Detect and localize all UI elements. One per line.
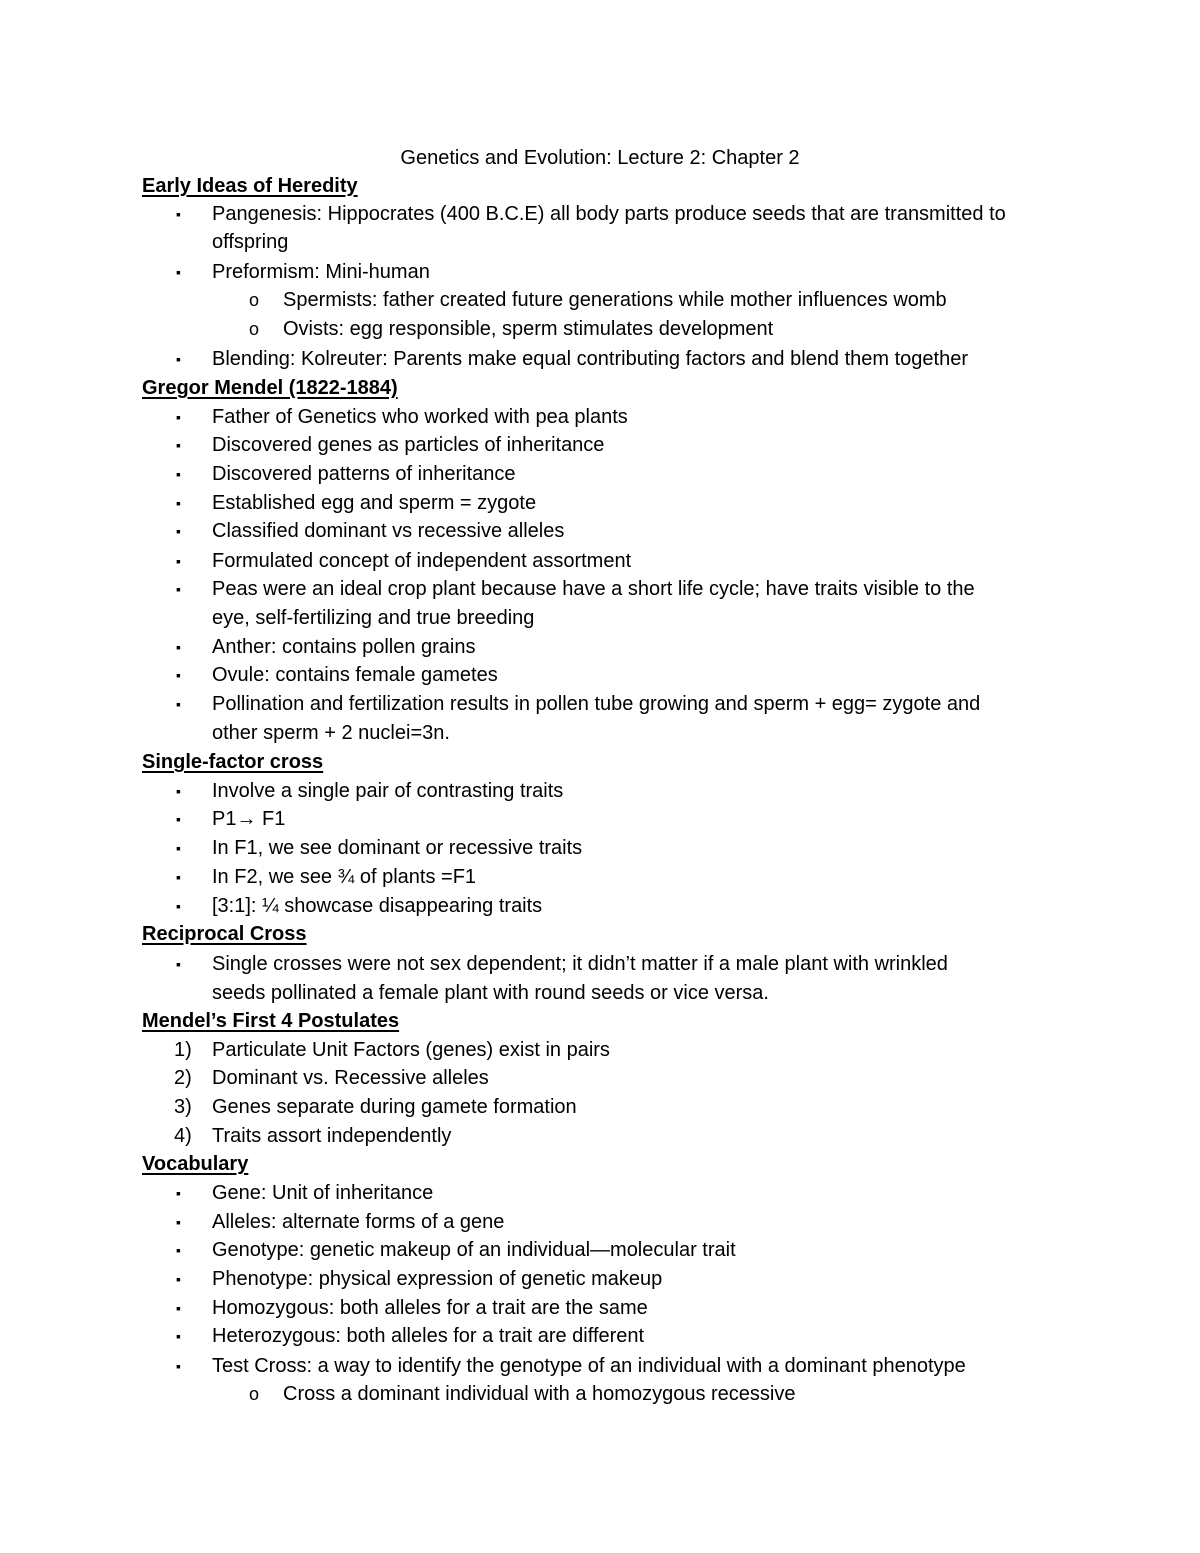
bullet-icon: ▪ (176, 1271, 181, 1287)
list-number: 2) (174, 1067, 192, 1089)
list-item: Preformism: Mini-human (212, 261, 430, 283)
sub-bullet-icon: o (249, 1384, 260, 1404)
bullet-icon: ▪ (176, 495, 181, 511)
list-item: Pangenesis: Hippocrates (400 B.C.E) all body parts produce seeds that are transmitted to (212, 203, 1006, 225)
numbered-item: Genes separate during gamete formation (212, 1096, 577, 1118)
list-item: Discovered patterns of inheritance (212, 463, 516, 485)
list-item: Classified dominant vs recessive alleles (212, 520, 565, 542)
section-heading-early-ideas: Early Ideas of Heredity (142, 175, 358, 197)
list-item-continuation: other sperm + 2 nuclei=3n. (212, 722, 450, 744)
bullet-icon: ▪ (176, 639, 181, 655)
list-item: Genotype: genetic makeup of an individual—molecular trait (212, 1239, 736, 1261)
numbered-item: Dominant vs. Recessive alleles (212, 1067, 489, 1089)
sub-list-item: Spermists: father created future generations while mother influences womb (283, 289, 947, 311)
bullet-icon: ▪ (176, 466, 181, 482)
bullet-icon: ▪ (176, 1358, 181, 1374)
list-item: Homozygous: both alleles for a trait are the same (212, 1297, 648, 1319)
list-item: Pollination and fertilization results in pollen tube growing and sperm + egg= zygote and (212, 693, 981, 715)
bullet-icon: ▪ (176, 956, 181, 972)
list-item: Heterozygous: both alleles for a trait are different (212, 1325, 645, 1347)
list-item: Established egg and sperm = zygote (212, 492, 537, 514)
bullet-icon: ▪ (176, 206, 181, 222)
bullet-icon: ▪ (176, 667, 181, 683)
list-item: Anther: contains pollen grains (212, 636, 476, 658)
section-heading-vocabulary: Vocabulary (142, 1153, 249, 1175)
numbered-item: Traits assort independently (212, 1125, 452, 1147)
bullet-icon: ▪ (176, 1214, 181, 1230)
list-item: Single crosses were not sex dependent; it didn’t matter if a male plant with wrinkled (212, 953, 948, 975)
list-number: 1) (174, 1039, 192, 1061)
bullet-icon: ▪ (176, 581, 181, 597)
list-item: Test Cross: a way to identify the genotype of an individual with a dominant phenotype (212, 1355, 966, 1377)
sub-list-item: Cross a dominant individual with a homozygous recessive (283, 1383, 796, 1405)
bullet-icon: ▪ (176, 1328, 181, 1344)
list-item: [3:1]: ¼ showcase disappearing traits (212, 895, 543, 917)
section-heading-gregor-mendel: Gregor Mendel (1822-1884) (142, 377, 398, 399)
list-item-continuation: eye, self-fertilizing and true breeding (212, 607, 535, 629)
bullet-icon: ▪ (176, 783, 181, 799)
list-item: Discovered genes as particles of inheritance (212, 434, 605, 456)
bullet-icon: ▪ (176, 869, 181, 885)
sub-bullet-icon: o (249, 290, 260, 310)
bullet-icon: ▪ (176, 696, 181, 712)
list-item: Blending: Kolreuter: Parents make equal contributing factors and blend them together (212, 348, 969, 370)
document-title: Genetics and Evolution: Lecture 2: Chapter 2 (400, 147, 800, 169)
list-item: Involve a single pair of contrasting traits (212, 780, 564, 802)
list-item-continuation: offspring (212, 231, 289, 253)
list-number: 3) (174, 1096, 192, 1118)
bullet-icon: ▪ (176, 264, 181, 280)
numbered-item: Particulate Unit Factors (genes) exist in pairs (212, 1039, 610, 1061)
list-item: Phenotype: physical expression of genetic makeup (212, 1268, 663, 1290)
sub-bullet-icon: o (249, 319, 260, 339)
bullet-icon: ▪ (176, 1185, 181, 1201)
bullet-icon: ▪ (176, 409, 181, 425)
list-item: Gene: Unit of inheritance (212, 1182, 434, 1204)
bullet-icon: ▪ (176, 351, 181, 367)
section-heading-postulates: Mendel’s First 4 Postulates (142, 1010, 400, 1032)
list-item: Alleles: alternate forms of a gene (212, 1211, 505, 1233)
bullet-icon: ▪ (176, 437, 181, 453)
bullet-icon: ▪ (176, 1300, 181, 1316)
bullet-icon: ▪ (176, 898, 181, 914)
list-item: In F2, we see ¾ of plants =F1 (212, 866, 477, 888)
sub-list-item: Ovists: egg responsible, sperm stimulates development (283, 318, 774, 340)
bullet-icon: ▪ (176, 811, 181, 827)
bullet-icon: ▪ (176, 553, 181, 569)
list-item: Formulated concept of independent assortment (212, 550, 632, 572)
list-item: P1→ F1 (212, 808, 286, 830)
bullet-icon: ▪ (176, 523, 181, 539)
list-item: Ovule: contains female gametes (212, 664, 498, 686)
list-number: 4) (174, 1125, 192, 1147)
list-item: In F1, we see dominant or recessive traits (212, 837, 583, 859)
bullet-icon: ▪ (176, 1242, 181, 1258)
section-heading-single-factor-cross: Single-factor cross (142, 751, 324, 773)
section-heading-reciprocal-cross: Reciprocal Cross (142, 923, 307, 945)
bullet-icon: ▪ (176, 840, 181, 856)
list-item: Peas were an ideal crop plant because have a short life cycle; have traits visible to the (212, 578, 975, 600)
list-item-continuation: seeds pollinated a female plant with round seeds or vice versa. (212, 982, 769, 1004)
list-item: Father of Genetics who worked with pea plants (212, 406, 628, 428)
